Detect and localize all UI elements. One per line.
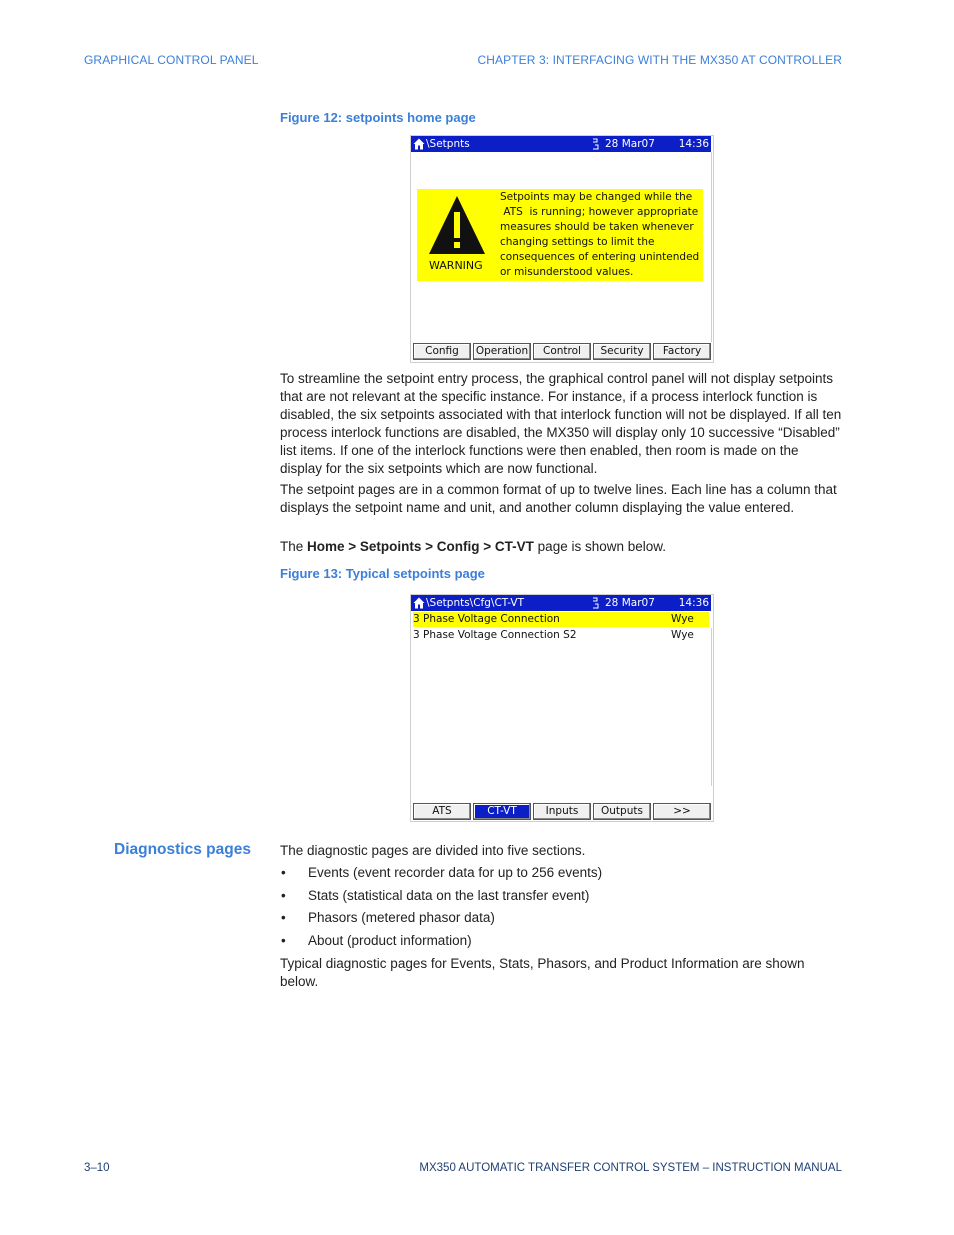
list-item xyxy=(280,932,840,955)
softkey-bar xyxy=(411,343,713,361)
screen-time: 14:36 xyxy=(678,597,709,609)
screen-scroll-edge xyxy=(711,628,712,786)
list-item-text: Phasors (metered phasor data) xyxy=(308,910,495,926)
bullet-marker: • xyxy=(281,933,286,949)
bullet-marker: • xyxy=(281,910,286,926)
screen-date: 28 Mar07 xyxy=(605,597,655,609)
screen-time: 14:36 xyxy=(678,138,709,150)
warning-box xyxy=(417,189,703,281)
diagnostics-intro: The diagnostic pages are divided into five sections. xyxy=(280,843,586,858)
diagnostics-outro: Typical diagnostic pages for Events, Stats, Phasors, and Product Information are shown below. xyxy=(280,956,805,989)
bullet-marker: • xyxy=(281,887,286,903)
screen-path: \Setpnts\Cfg\CT-VT xyxy=(426,597,525,609)
running-header-left: GRAPHICAL CONTROL PANEL xyxy=(84,53,259,67)
setpoint-value: Wye xyxy=(671,613,694,625)
softkey-inputs[interactable]: Inputs xyxy=(533,803,591,820)
softkey-operation[interactable]: Operation xyxy=(473,343,531,360)
screen-title-bar xyxy=(411,595,711,611)
softkey-security[interactable]: Security xyxy=(593,343,651,360)
list-item-text: About (product information) xyxy=(308,933,472,949)
screen-date: 28 Mar07 xyxy=(605,138,655,150)
setpoint-value: Wye xyxy=(671,629,694,641)
screen-path: \Setpnts xyxy=(426,138,470,150)
bullet-marker: • xyxy=(281,865,286,880)
paragraph-setpoint-format: The setpoint pages are in a common format of up to twelve lines. Each line has a column that displays the setpoint name and unit, and another column displaying the value entered. xyxy=(280,482,837,515)
softkey-more[interactable]: >> xyxy=(653,803,711,820)
home-icon[interactable] xyxy=(413,138,425,150)
typical-setpoints-screen xyxy=(410,594,714,822)
warning-text: Setpoints may be changed while the ATS is running; however appropriate measures should be taken whenever changing settings to limit the consequences of entering unintended or misunderstood values. xyxy=(500,191,700,278)
diagnostics-heading: Diagnostics pages xyxy=(114,841,251,858)
diagnostics-section-list xyxy=(280,864,840,955)
list-item xyxy=(280,909,840,932)
signal-icon xyxy=(592,138,599,150)
paragraph-ct-vt-intro xyxy=(280,538,842,556)
running-header-right: CHAPTER 3: INTERFACING WITH THE MX350 AT CONTROLLER xyxy=(477,53,842,67)
list-item-text: Stats (statistical data on the last transfer event) xyxy=(308,887,590,903)
warning-label: WARNING xyxy=(429,259,483,272)
setpoints-home-screen xyxy=(410,135,714,363)
setpoint-row-selected[interactable] xyxy=(413,612,709,627)
figure-13-caption: Figure 13: Typical setpoints page xyxy=(280,566,485,581)
softkey-control[interactable]: Control xyxy=(533,343,591,360)
ct-vt-menu-path: Home > Setpoints > Config > CT-VT xyxy=(307,539,534,554)
softkey-ats[interactable]: ATS xyxy=(413,803,471,820)
paragraph-streamline: To streamline the setpoint entry process, the graphical control panel will not display setpoints that are not relevant at the specific instance. For instance, if a process interlock function is disabled, the six setpoints associated with that interlock function will not be displayed. If all ten process interlock functions are disabled, the MX350 will display only 10 successive “Disabled” list items. If one of the interlock functions were then enabled, then room is made on the display for the six setpoints which are now functional. xyxy=(280,371,842,476)
softkey-ct-vt[interactable]: CT-VT xyxy=(473,803,531,820)
home-icon[interactable] xyxy=(413,597,425,609)
signal-icon xyxy=(592,597,599,609)
screen-title-bar xyxy=(411,136,711,152)
page-number: 3–10 xyxy=(84,1162,110,1174)
running-footer-title: MX350 AUTOMATIC TRANSFER CONTROL SYSTEM – INSTRUCTION MANUAL xyxy=(419,1162,842,1174)
softkey-factory[interactable]: Factory xyxy=(653,343,711,360)
setpoint-name: 3 Phase Voltage Connection xyxy=(413,613,560,625)
setpoint-row[interactable] xyxy=(413,628,709,643)
ct-vt-intro-suffix: page is shown below. xyxy=(533,539,667,554)
softkey-bar xyxy=(411,803,713,821)
softkey-outputs[interactable]: Outputs xyxy=(593,803,651,820)
softkey-config[interactable]: Config xyxy=(413,343,471,360)
list-item xyxy=(280,864,840,887)
list-item xyxy=(280,887,840,910)
list-item-text: Events (event recorder data for up to 256 events) xyxy=(308,865,603,880)
screen-scroll-edge xyxy=(711,152,712,342)
warning-triangle-icon xyxy=(427,194,487,256)
figure-12-caption: Figure 12: setpoints home page xyxy=(280,110,476,125)
setpoint-name: 3 Phase Voltage Connection S2 xyxy=(413,629,577,641)
ct-vt-intro-prefix: The xyxy=(280,539,308,554)
